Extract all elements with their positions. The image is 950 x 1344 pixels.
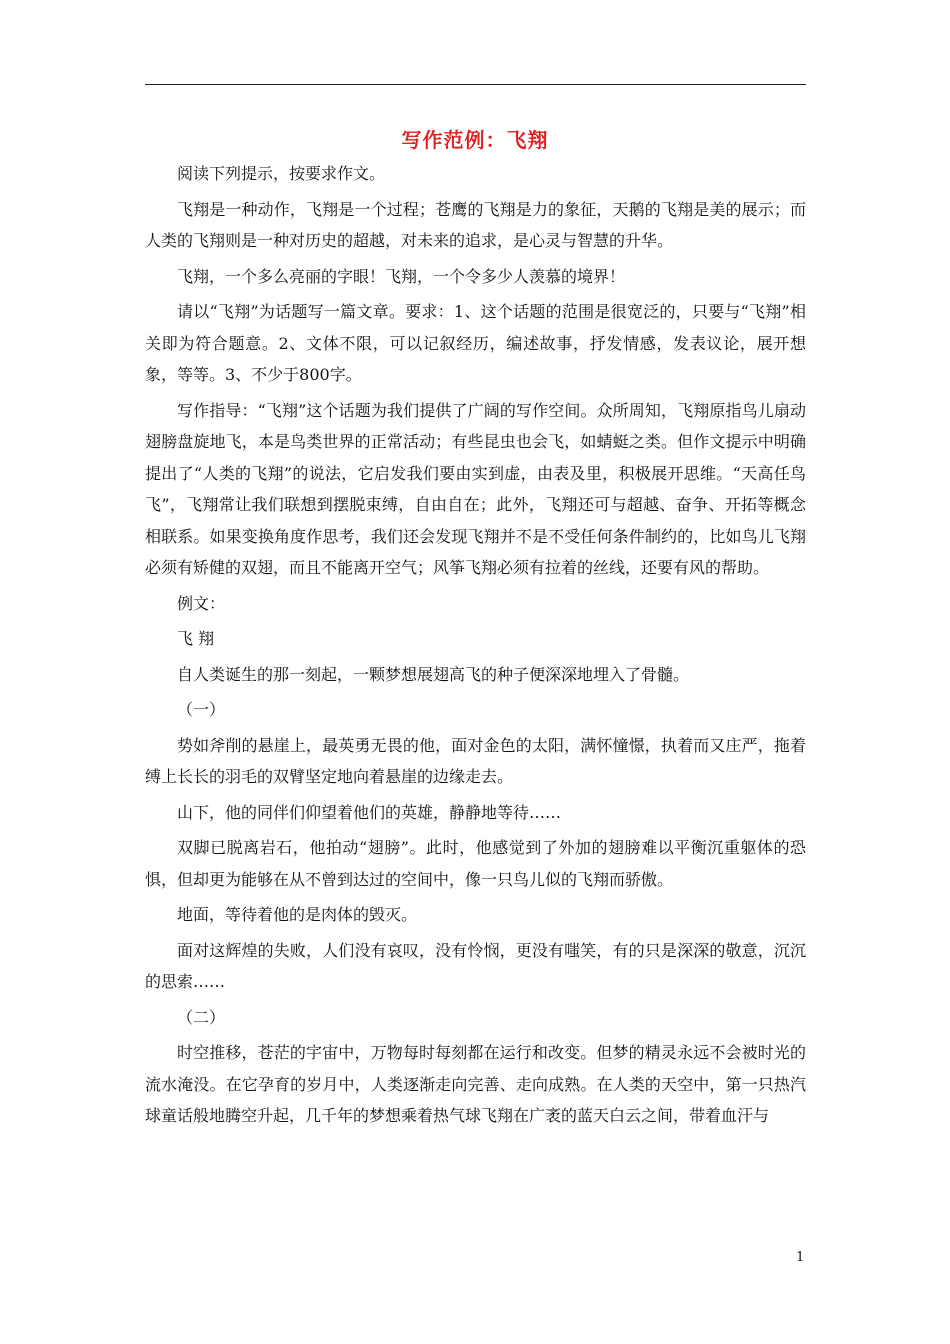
essay-title: 飞 翔	[177, 629, 215, 648]
section-heading: （二）	[177, 1007, 226, 1027]
paragraph: 时空推移，苍茫的宇宙中，万物每时每刻都在运行和改变。但梦的精灵永远不会被时光的流水淹没。在它孕育的岁月中，人类逐渐走向完善、走向成熟。在人类的天空中，第一只热汽球童话般地腾空升起，几千年的梦想乘着热气球飞翔在广袤的蓝天白云之间，带着血汗与	[145, 1043, 806, 1125]
paragraph: 飞翔，一个多么亮丽的字眼！飞翔，一个令多少人羡慕的境界！	[177, 266, 626, 286]
paragraph: 地面，等待着他的是肉体的毁灭。	[177, 905, 418, 924]
paragraph: 请以“飞翔”为话题写一篇文章。要求：1、这个话题的范围是很宽泛的，只要与“飞翔”相关即为符合题意。2、文体不限，可以记叙经历，编述故事，抒发情感，发表议论，展开想象，等等。3、不少于800字。	[145, 302, 806, 384]
header-rule	[145, 84, 806, 85]
paragraph: 写作指导：“飞翔”这个话题为我们提供了广阔的写作空间。众所周知，飞翔原指鸟儿扇动翅膀盘旋地飞，本是鸟类世界的正常活动；有些昆虫也会飞，如蜻蜓之类。但作文提示中明确提出了“人类的飞翔”的说法，它启发我们要由实到虚，由表及里，积极展开思维。“天高任鸟飞”，飞翔常让我们联想到摆脱束缚，自由自在；此外，飞翔还可与超越、奋争、开拓等概念相联系。如果变换角度作思考，我们还会发现飞翔并不是不受任何条件制约的，比如鸟儿飞翔必须有矫健的双翅，而且不能离开空气；风筝飞翔必须有拉着的丝线，还要有风的帮助。	[145, 400, 806, 577]
paragraph: 飞翔是一种动作，飞翔是一个过程；苍鹰的飞翔是力的象征，天鹅的飞翔是美的展示；而人类的飞翔则是一种对历史的超越，对未来的追求，是心灵与智慧的升华。	[145, 199, 806, 250]
document-body	[145, 158, 806, 1132]
paragraph: 面对这辉煌的失败，人们没有哀叹，没有怜悯，更没有嗤笑，有的只是深深的敬意，沉沉的思索……	[145, 940, 806, 991]
page-number: 1	[796, 1250, 805, 1265]
paragraph: 双脚已脱离岩石，他拍动“翅膀”。此时，他感觉到了外加的翅膀难以平衡沉重躯体的恐惧，但却更为能够在从不曾到达过的空间中，像一只鸟儿似的飞翔而骄傲。	[145, 838, 806, 889]
paragraph: 例文：	[177, 593, 226, 613]
document-title: 写作范例：飞翔	[401, 128, 549, 152]
paragraph: 势如斧削的悬崖上，最英勇无畏的他，面对金色的太阳，满怀憧憬，执着而又庄严，拖着缚上长长的羽毛的双臂坚定地向着悬崖的边缘走去。	[145, 735, 806, 786]
paragraph: 阅读下列提示，按要求作文。	[177, 164, 386, 183]
paragraph: 山下，他的同伴们仰望着他们的英雄，静静地等待……	[177, 802, 562, 822]
section-heading: （一）	[177, 700, 226, 719]
paragraph: 自人类诞生的那一刻起，一颗梦想展翅高飞的种子便深深地埋入了骨髓。	[177, 664, 690, 684]
